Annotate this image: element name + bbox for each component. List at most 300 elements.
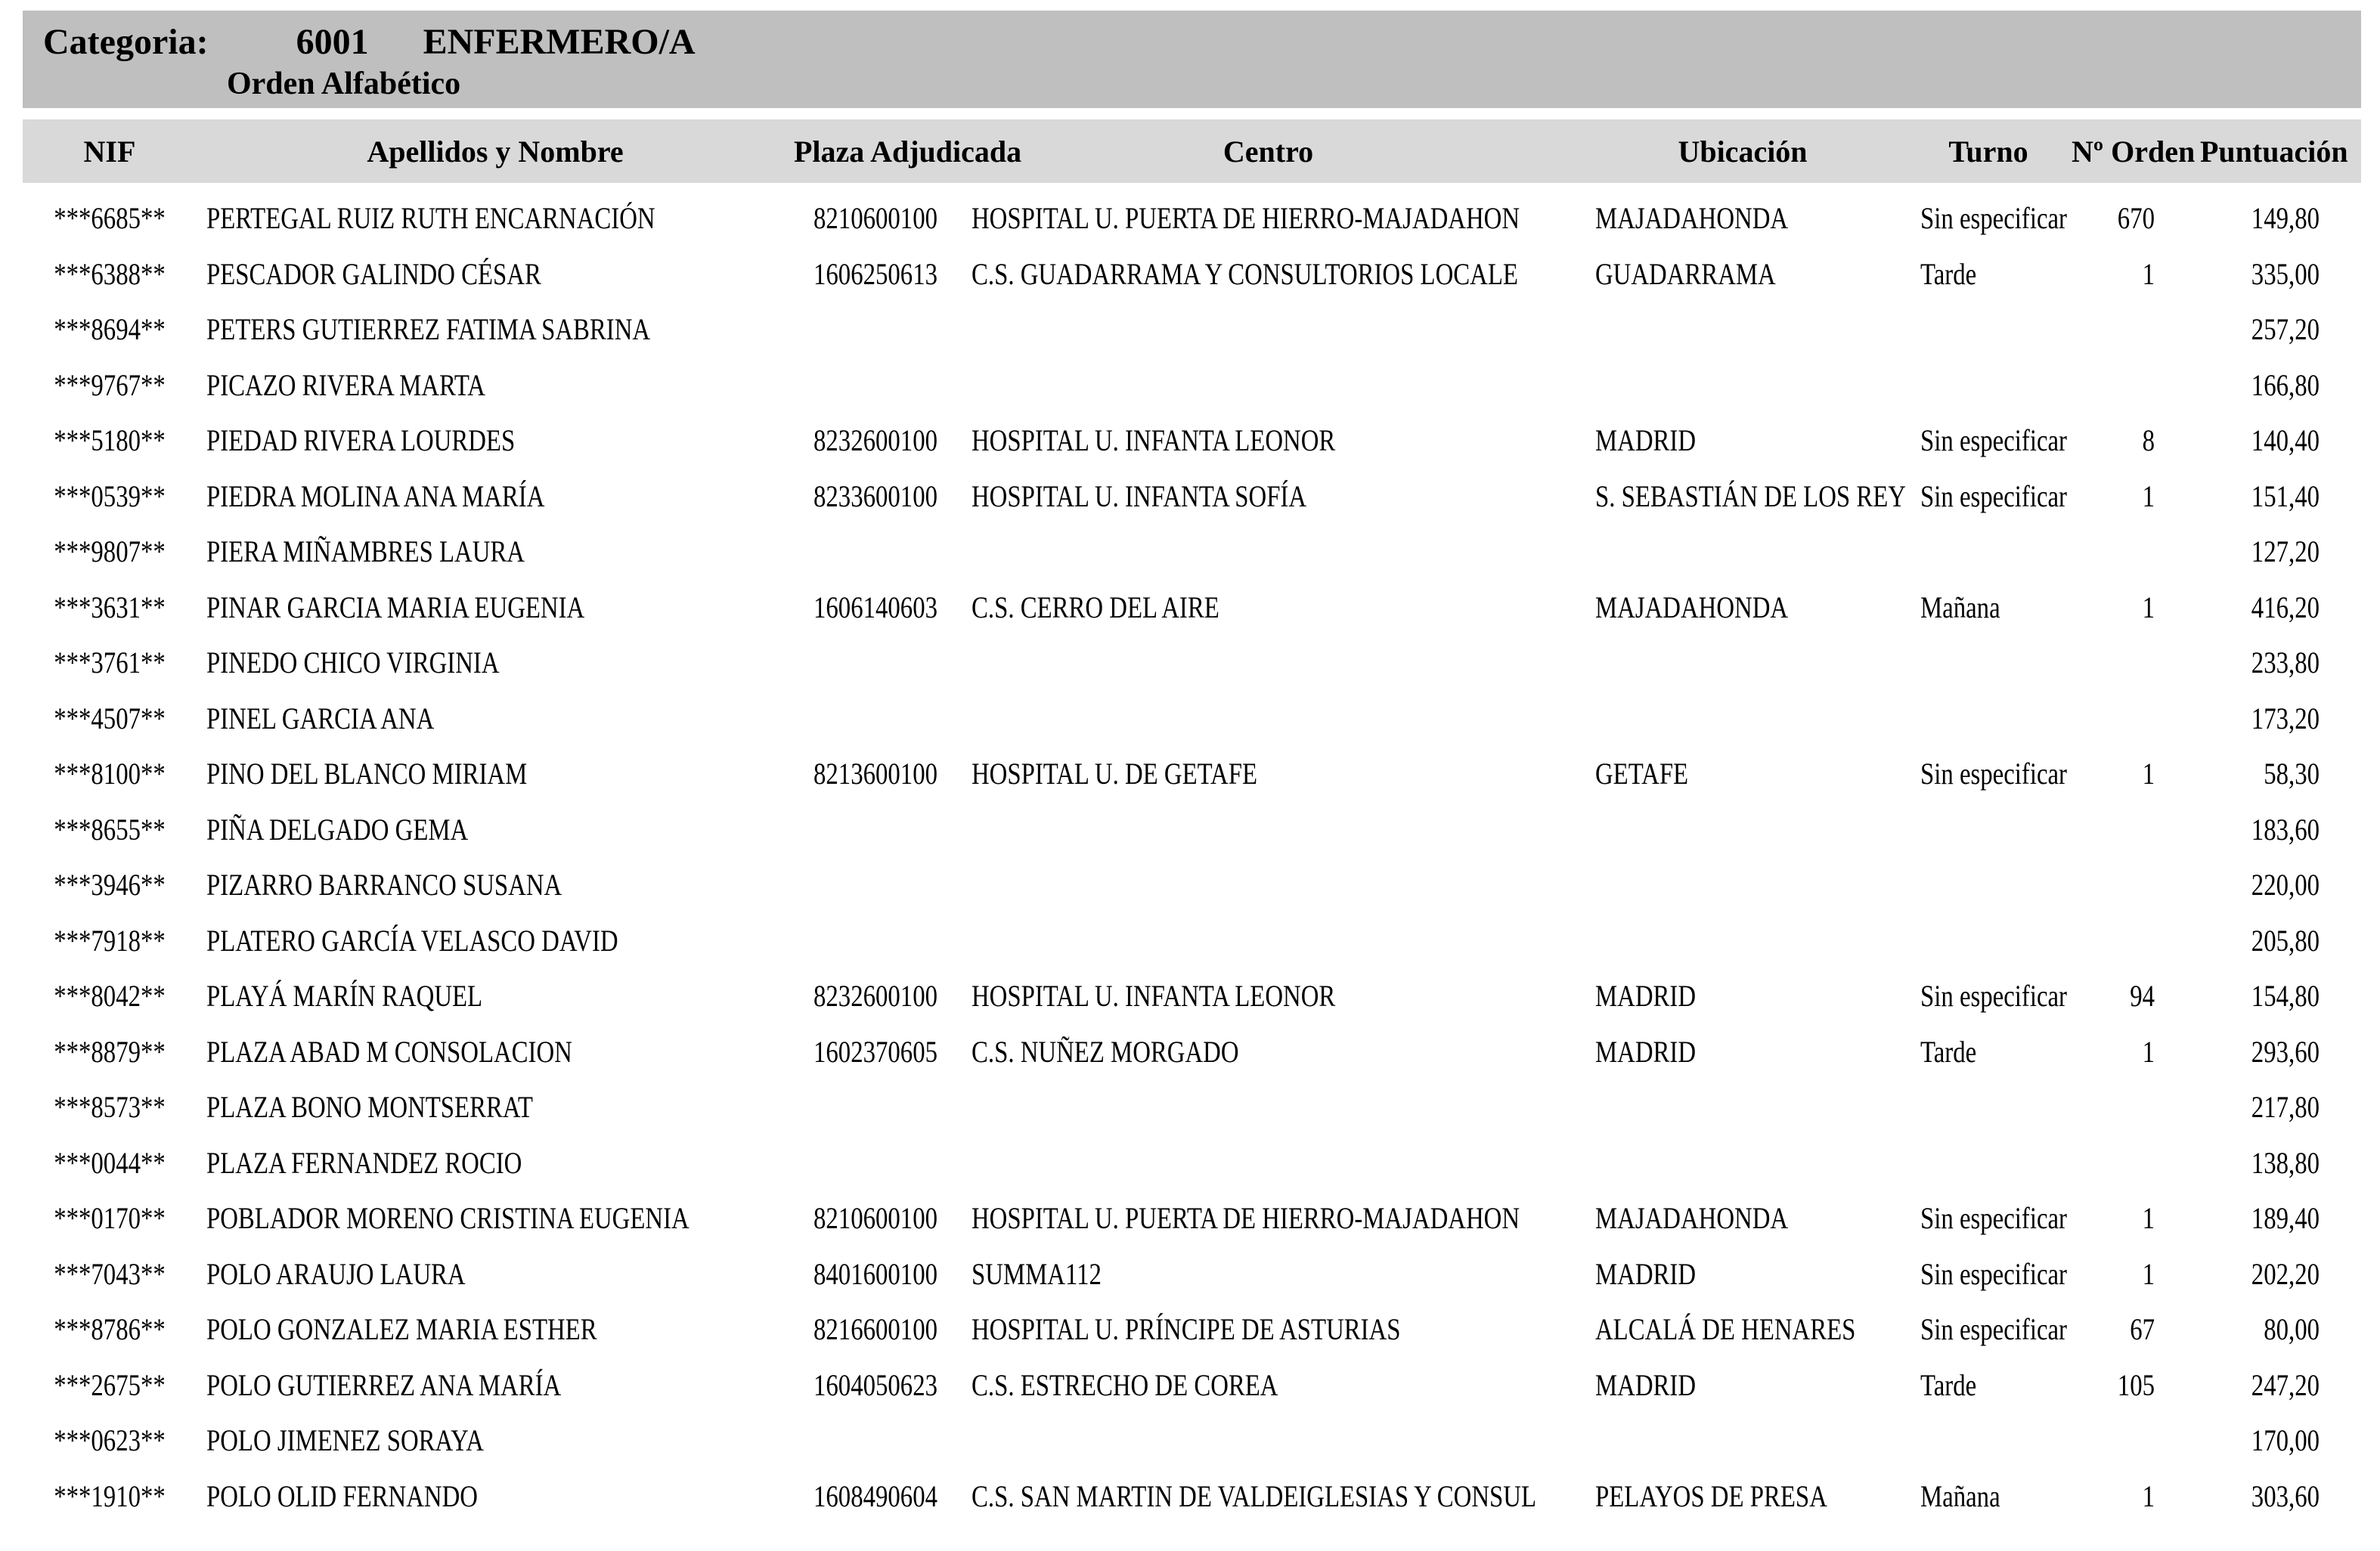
cell-text: 170,00 [2251, 1423, 2320, 1458]
table-row [23, 1302, 2361, 1358]
cell-text: MAJADAHONDA [1595, 201, 1789, 236]
cell-puntuacion [2200, 469, 2361, 525]
table-row [23, 302, 2361, 358]
cell-ubicacion [1580, 635, 1905, 691]
cell-text: 1 [2142, 256, 2155, 291]
cell-turno [1905, 413, 2072, 469]
cell-puntuacion [2200, 802, 2361, 858]
cell-turno [1905, 1135, 2072, 1191]
cell-turno [1905, 913, 2072, 969]
cell-text: POLO ARAUJO LAURA [206, 1256, 466, 1291]
cell-centro [956, 190, 1580, 246]
cell-puntuacion [2200, 1469, 2361, 1525]
cell-text: 293,60 [2251, 1034, 2320, 1069]
cell-orden [2072, 469, 2200, 525]
table-row [23, 190, 2361, 246]
cell-orden [2072, 358, 2200, 413]
cell-turno [1905, 1358, 2072, 1413]
cell-text: ***8042** [54, 979, 166, 1014]
table-row [23, 1413, 2361, 1469]
cell-text: PIEDAD RIVERA LOURDES [206, 423, 516, 458]
cell-text: HOSPITAL U. INFANTA LEONOR [972, 979, 1336, 1014]
cell-ubicacion [1580, 913, 1905, 969]
cell-nif [23, 1079, 197, 1135]
cell-text: 1 [2142, 1034, 2155, 1069]
cell-text: 1606250613 [813, 256, 937, 291]
cell-turno [1905, 1024, 2072, 1080]
cell-text: 233,80 [2251, 645, 2320, 680]
cell-nif [23, 635, 197, 691]
cell-puntuacion [2200, 302, 2361, 358]
cell-puntuacion [2200, 1302, 2361, 1358]
cell-puntuacion [2200, 746, 2361, 802]
cell-plaza [794, 1469, 956, 1525]
cell-text: Sin especificar [1920, 201, 2067, 236]
cell-plaza [794, 1246, 956, 1302]
cell-nombre [197, 1190, 794, 1246]
cell-text: ***8694** [54, 312, 166, 347]
cell-text: 1604050623 [813, 1367, 937, 1402]
cell-ubicacion [1580, 1246, 1905, 1302]
cell-plaza [794, 1413, 956, 1469]
cell-text: C.S. ESTRECHO DE COREA [972, 1367, 1278, 1402]
column-header-plaza-adjudicada: Plaza Adjudicada [794, 134, 1022, 169]
cell-nombre [197, 1246, 794, 1302]
cell-turno [1905, 1413, 2072, 1469]
cell-puntuacion [2200, 1246, 2361, 1302]
cell-ubicacion [1580, 1358, 1905, 1413]
cell-text: MAJADAHONDA [1595, 590, 1789, 624]
cell-text: 58,30 [2264, 757, 2320, 791]
cell-nif [23, 691, 197, 747]
cell-text: POLO GONZALEZ MARIA ESTHER [206, 1312, 597, 1347]
cell-text: ***5180** [54, 423, 166, 458]
cell-puntuacion [2200, 1358, 2361, 1413]
category-label: Categoria: [43, 22, 209, 62]
cell-plaza [794, 802, 956, 858]
cell-text: PIÑA DELGADO GEMA [206, 812, 469, 847]
cell-ubicacion [1580, 857, 1905, 913]
cell-text: ***8573** [54, 1090, 166, 1125]
cell-text: Sin especificar [1920, 423, 2067, 458]
cell-ubicacion [1580, 469, 1905, 525]
cell-plaza [794, 857, 956, 913]
cell-plaza [794, 746, 956, 802]
cell-turno [1905, 968, 2072, 1024]
cell-puntuacion [2200, 1413, 2361, 1469]
cell-text: Sin especificar [1920, 478, 2067, 513]
cell-text: 202,20 [2251, 1256, 2320, 1291]
cell-text: MAJADAHONDA [1595, 1201, 1789, 1236]
cell-orden [2072, 1079, 2200, 1135]
cell-orden [2072, 1135, 2200, 1191]
cell-text: 1 [2142, 590, 2155, 624]
cell-centro [956, 691, 1580, 747]
sort-order-line [227, 66, 2361, 102]
cell-puntuacion [2200, 968, 2361, 1024]
cell-puntuacion [2200, 913, 2361, 969]
cell-centro [956, 1413, 1580, 1469]
cell-text: 8213600100 [813, 757, 937, 791]
cell-orden [2072, 968, 2200, 1024]
cell-ubicacion [1580, 1413, 1905, 1469]
cell-nif [23, 1246, 197, 1302]
cell-text: PLAZA ABAD M CONSOLACION [206, 1034, 572, 1069]
cell-nif [23, 1469, 197, 1525]
cell-turno [1905, 246, 2072, 302]
cell-text: 183,60 [2251, 812, 2320, 847]
cell-text: 1 [2142, 1478, 2155, 1513]
cell-nombre [197, 1024, 794, 1080]
cell-nif [23, 246, 197, 302]
cell-text: ***4507** [54, 701, 166, 735]
cell-turno [1905, 1469, 2072, 1525]
cell-orden [2072, 857, 2200, 913]
cell-plaza [794, 635, 956, 691]
cell-orden [2072, 1190, 2200, 1246]
cell-ubicacion [1580, 580, 1905, 636]
cell-puntuacion [2200, 1135, 2361, 1191]
column-header-centro: Centro [1223, 134, 1314, 169]
cell-text: Tarde [1920, 1034, 1977, 1069]
cell-text: C.S. GUADARRAMA Y CONSULTORIOS LOCALE [972, 256, 1518, 291]
cell-text: Mañana [1920, 590, 2000, 624]
cell-orden [2072, 580, 2200, 636]
cell-orden [2072, 1302, 2200, 1358]
cell-text: ***0539** [54, 478, 166, 513]
cell-orden [2072, 802, 2200, 858]
cell-nif [23, 190, 197, 246]
cell-orden [2072, 1413, 2200, 1469]
cell-centro [956, 358, 1580, 413]
cell-text: 173,20 [2251, 701, 2320, 735]
cell-plaza [794, 1302, 956, 1358]
cell-orden [2072, 524, 2200, 580]
table-row [23, 1358, 2361, 1413]
cell-text: PETERS GUTIERREZ FATIMA SABRINA [206, 312, 651, 347]
cell-ubicacion [1580, 1469, 1905, 1525]
cell-text: 8 [2142, 423, 2155, 458]
cell-nombre [197, 746, 794, 802]
cell-centro [956, 913, 1580, 969]
cell-nif [23, 524, 197, 580]
cell-nombre [197, 580, 794, 636]
cell-text: 80,00 [2264, 1312, 2320, 1347]
cell-text: 416,20 [2251, 590, 2320, 624]
cell-text: 105 [2117, 1367, 2155, 1402]
cell-plaza [794, 358, 956, 413]
cell-centro [956, 1024, 1580, 1080]
cell-puntuacion [2200, 635, 2361, 691]
cell-text: ***0044** [54, 1145, 166, 1180]
category-title-line [23, 11, 2361, 63]
cell-nif [23, 1190, 197, 1246]
cell-text: ***6685** [54, 201, 166, 236]
table-row [23, 1469, 2361, 1525]
cell-nif [23, 857, 197, 913]
cell-text: Sin especificar [1920, 757, 2067, 791]
cell-text: 67 [2130, 1312, 2155, 1347]
cell-ubicacion [1580, 1079, 1905, 1135]
cell-centro [956, 1358, 1580, 1413]
cell-text: Sin especificar [1920, 1201, 2067, 1236]
cell-ubicacion [1580, 190, 1905, 246]
cell-centro [956, 302, 1580, 358]
cell-nif [23, 746, 197, 802]
category-code: 6001 [296, 22, 369, 62]
cell-puntuacion [2200, 691, 2361, 747]
cell-text: 205,80 [2251, 923, 2320, 958]
cell-orden [2072, 746, 2200, 802]
cell-nif [23, 358, 197, 413]
cell-text: PICAZO RIVERA MARTA [206, 367, 485, 402]
cell-text: 154,80 [2251, 979, 2320, 1014]
cell-text: ***8879** [54, 1034, 166, 1069]
cell-nif [23, 1358, 197, 1413]
cell-puntuacion [2200, 1024, 2361, 1080]
table-row [23, 1190, 2361, 1246]
cell-text: PIERA MIÑAMBRES LAURA [206, 534, 525, 569]
cell-text: SUMMA112 [972, 1256, 1102, 1291]
cell-nif [23, 1302, 197, 1358]
table-row [23, 1024, 2361, 1080]
column-header-turno: Turno [1948, 134, 2028, 169]
cell-text: 303,60 [2251, 1478, 2320, 1513]
cell-nif [23, 1135, 197, 1191]
cell-text: PLATERO GARCÍA VELASCO DAVID [206, 923, 618, 958]
cell-text: ***9807** [54, 534, 166, 569]
cell-text: 670 [2117, 201, 2155, 236]
table-row [23, 580, 2361, 636]
table-row [23, 358, 2361, 413]
cell-text: POLO JIMENEZ SORAYA [206, 1423, 484, 1458]
table-row [23, 802, 2361, 858]
cell-text: 1 [2142, 478, 2155, 513]
cell-centro [956, 968, 1580, 1024]
table-row [23, 1079, 2361, 1135]
column-header-puntuacion: Puntuación [2200, 134, 2348, 169]
cell-turno [1905, 358, 2072, 413]
cell-text: PLAZA BONO MONTSERRAT [206, 1090, 533, 1125]
cell-text: S. SEBASTIÁN DE LOS REY [1595, 478, 1906, 513]
cell-centro [956, 413, 1580, 469]
cell-text: ***6388** [54, 256, 166, 291]
cell-text: ALCALÁ DE HENARES [1595, 1312, 1856, 1347]
cell-centro [956, 1135, 1580, 1191]
cell-text: 1608490604 [813, 1478, 937, 1513]
cell-centro [956, 1302, 1580, 1358]
cell-text: 127,20 [2251, 534, 2320, 569]
sort-order-label: Orden Alfabético [227, 67, 461, 101]
cell-turno [1905, 857, 2072, 913]
cell-nombre [197, 190, 794, 246]
cell-ubicacion [1580, 802, 1905, 858]
cell-text: 8210600100 [813, 201, 937, 236]
cell-centro [956, 580, 1580, 636]
cell-text: 149,80 [2251, 201, 2320, 236]
cell-text: PINO DEL BLANCO MIRIAM [206, 757, 528, 791]
cell-nombre [197, 857, 794, 913]
cell-centro [956, 1190, 1580, 1246]
spacer-row [23, 183, 2361, 190]
table-row [23, 635, 2361, 691]
cell-text: 247,20 [2251, 1367, 2320, 1402]
cell-text: POLO GUTIERREZ ANA MARÍA [206, 1367, 562, 1402]
cell-orden [2072, 1469, 2200, 1525]
cell-text: PELAYOS DE PRESA [1595, 1478, 1827, 1513]
cell-nombre [197, 246, 794, 302]
cell-text: ***0170** [54, 1201, 166, 1236]
cell-text: C.S. CERRO DEL AIRE [972, 590, 1219, 624]
cell-text: 189,40 [2251, 1201, 2320, 1236]
cell-puntuacion [2200, 524, 2361, 580]
cell-text: PINEL GARCIA ANA [206, 701, 435, 735]
cell-text: PESCADOR GALINDO CÉSAR [206, 256, 541, 291]
cell-nif [23, 1413, 197, 1469]
cell-plaza [794, 524, 956, 580]
cell-text: ***7918** [54, 923, 166, 958]
cell-nombre [197, 1302, 794, 1358]
cell-text: 257,20 [2251, 312, 2320, 347]
cell-orden [2072, 190, 2200, 246]
cell-turno [1905, 746, 2072, 802]
cell-text: 1 [2142, 757, 2155, 791]
cell-nif [23, 580, 197, 636]
cell-nif [23, 413, 197, 469]
cell-centro [956, 746, 1580, 802]
cell-turno [1905, 580, 2072, 636]
cell-centro [956, 246, 1580, 302]
cell-nombre [197, 802, 794, 858]
cell-nombre [197, 635, 794, 691]
cell-centro [956, 635, 1580, 691]
cell-puntuacion [2200, 413, 2361, 469]
cell-text: 8232600100 [813, 423, 937, 458]
cell-nif [23, 802, 197, 858]
cell-text: GETAFE [1595, 757, 1689, 791]
cell-plaza [794, 1135, 956, 1191]
cell-text: 8233600100 [813, 478, 937, 513]
cell-puntuacion [2200, 358, 2361, 413]
cell-centro [956, 1079, 1580, 1135]
cell-text: GUADARRAMA [1595, 256, 1776, 291]
cell-ubicacion [1580, 413, 1905, 469]
cell-centro [956, 1469, 1580, 1525]
cell-plaza [794, 580, 956, 636]
cell-nif [23, 1024, 197, 1080]
cell-plaza [794, 246, 956, 302]
cell-plaza [794, 1190, 956, 1246]
cell-text: 1606140603 [813, 590, 937, 624]
cell-text: PLAYÁ MARÍN RAQUEL [206, 979, 483, 1014]
cell-text: ***3631** [54, 590, 166, 624]
cell-orden [2072, 413, 2200, 469]
cell-turno [1905, 691, 2072, 747]
cell-ubicacion [1580, 1302, 1905, 1358]
cell-nif [23, 469, 197, 525]
cell-text: PIZARRO BARRANCO SUSANA [206, 868, 562, 902]
cell-nombre [197, 1358, 794, 1413]
cell-text: C.S. NUÑEZ MORGADO [972, 1034, 1239, 1069]
cell-text: ***3761** [54, 645, 166, 680]
cell-nombre [197, 1469, 794, 1525]
cell-text: Sin especificar [1920, 1256, 2067, 1291]
cell-text: HOSPITAL U. PRÍNCIPE DE ASTURIAS [972, 1312, 1401, 1347]
cell-plaza [794, 1024, 956, 1080]
cell-ubicacion [1580, 358, 1905, 413]
table-row [23, 1246, 2361, 1302]
cell-text: HOSPITAL U. DE GETAFE [972, 757, 1258, 791]
cell-nif [23, 968, 197, 1024]
cell-turno [1905, 302, 2072, 358]
cell-centro [956, 857, 1580, 913]
cell-text: ***0623** [54, 1423, 166, 1458]
table-row [23, 691, 2361, 747]
cell-text: 217,80 [2251, 1090, 2320, 1125]
cell-text: 8401600100 [813, 1256, 937, 1291]
cell-text: ***1910** [54, 1478, 166, 1513]
cell-text: POBLADOR MORENO CRISTINA EUGENIA [206, 1201, 690, 1236]
cell-nombre [197, 968, 794, 1024]
cell-text: Tarde [1920, 256, 1977, 291]
cell-text: MADRID [1595, 1367, 1697, 1402]
cell-text: Sin especificar [1920, 979, 2067, 1014]
cell-plaza [794, 691, 956, 747]
cell-text: PLAZA FERNANDEZ ROCIO [206, 1145, 522, 1180]
cell-text: ***8100** [54, 757, 166, 791]
cell-ubicacion [1580, 302, 1905, 358]
cell-orden [2072, 246, 2200, 302]
column-header-nif: NIF [83, 134, 136, 169]
cell-orden [2072, 1358, 2200, 1413]
cell-text: 138,80 [2251, 1145, 2320, 1180]
cell-nombre [197, 1079, 794, 1135]
cell-turno [1905, 635, 2072, 691]
cell-ubicacion [1580, 1024, 1905, 1080]
cell-plaza [794, 1358, 956, 1413]
cell-nombre [197, 302, 794, 358]
cell-plaza [794, 968, 956, 1024]
cell-text: ***2675** [54, 1367, 166, 1402]
cell-centro [956, 802, 1580, 858]
cell-text: 8210600100 [813, 1201, 937, 1236]
cell-text: PERTEGAL RUIZ RUTH ENCARNACIÓN [206, 201, 655, 236]
cell-plaza [794, 1079, 956, 1135]
cell-centro [956, 1246, 1580, 1302]
cell-text: C.S. SAN MARTIN DE VALDEIGLESIAS Y CONSUL [972, 1478, 1537, 1513]
cell-text: ***7043** [54, 1256, 166, 1291]
cell-text: ***9767** [54, 367, 166, 402]
cell-text: 220,00 [2251, 868, 2320, 902]
cell-plaza [794, 190, 956, 246]
cell-text: Sin especificar [1920, 1312, 2067, 1347]
cell-text: PIEDRA MOLINA ANA MARÍA [206, 478, 545, 513]
table-body [23, 183, 2361, 1524]
cell-turno [1905, 802, 2072, 858]
table-row [23, 968, 2361, 1024]
cell-orden [2072, 1246, 2200, 1302]
cell-puntuacion [2200, 857, 2361, 913]
cell-nombre [197, 1135, 794, 1191]
cell-text: 1602370605 [813, 1034, 937, 1069]
cell-orden [2072, 913, 2200, 969]
cell-turno [1905, 524, 2072, 580]
cell-text: 8232600100 [813, 979, 937, 1014]
cell-ubicacion [1580, 246, 1905, 302]
cell-text: HOSPITAL U. PUERTA DE HIERRO-MAJADAHON [972, 1201, 1520, 1236]
table-row [23, 246, 2361, 302]
cell-text: PINEDO CHICO VIRGINIA [206, 645, 500, 680]
